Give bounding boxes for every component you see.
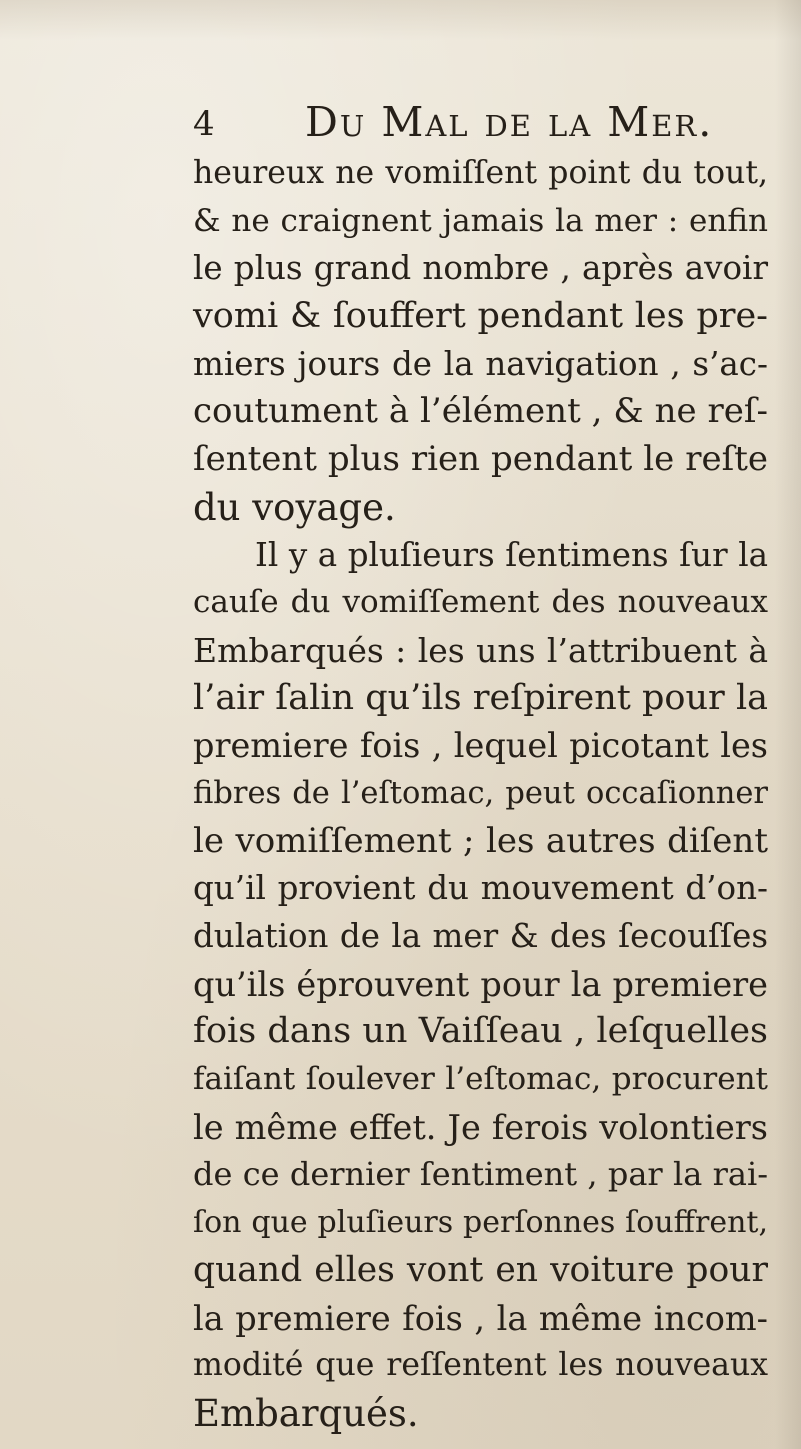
text-line: heureux ne vomiſſent point du tout, [193, 155, 768, 191]
text-line: qu’il provient du mouvement d’on- [193, 869, 768, 908]
text-line: miers jours de la navigation , s’ac- [193, 344, 768, 383]
text-line: fois dans un Vaiſſeau , leſquelles [193, 1011, 768, 1052]
text-line: le même effet. Je ferois volontiers [193, 1107, 768, 1147]
text-line: Embarqués. [193, 1391, 419, 1435]
text-line: modité que reſſentent les nouveaux [193, 1347, 768, 1384]
text-line: qu’ils éprouvent pour la premiere [193, 964, 768, 1004]
text-line: faiſant ſoulever l’eſtomac, procurent [193, 1061, 768, 1098]
text-line: l’air ſalin qu’ils reſpirent pour la [193, 677, 768, 718]
text-line: vomi & ſouffert pendant les pre- [193, 296, 768, 337]
text-line: coutument à l’élément , & ne reſ- [193, 391, 768, 432]
text-line: de ce dernier ſentiment , par la rai- [193, 1155, 768, 1194]
text-line: cauſe du vomiſſement des nouveaux [193, 584, 768, 621]
text-line: & ne craignent jamais la mer : enfin [193, 202, 768, 239]
body-text [193, 150, 768, 1438]
text-line: la premiere fois , la même incom- [193, 1298, 768, 1338]
text-line: Embarqués : les uns l’attribuent à [193, 630, 768, 670]
text-line: ſentent plus rien pendant le reſte [193, 439, 768, 480]
text-line: fibres de l’eſtomac, peut occaſionner [193, 775, 768, 811]
text-line: du voyage. [193, 485, 396, 529]
text-line: quand elles vont en voiture pour [193, 1249, 768, 1290]
page-number: 4 [193, 104, 215, 144]
text-line: le vomiſſement ; les autres diſent [193, 820, 768, 861]
text-line: dulation de la mer & des ſecouſſes [193, 917, 768, 955]
text-line: le plus grand nombre , après avoir [193, 249, 768, 288]
text-line: premiere fois , lequel picotant les [193, 726, 768, 766]
running-title: Du Mal de la Mer. [305, 98, 714, 146]
text-line: ſon que pluſieurs perſonnes ſouffrent, [193, 1205, 768, 1241]
text-line: Il y a pluſieurs ſentimens ſur la [255, 535, 768, 574]
